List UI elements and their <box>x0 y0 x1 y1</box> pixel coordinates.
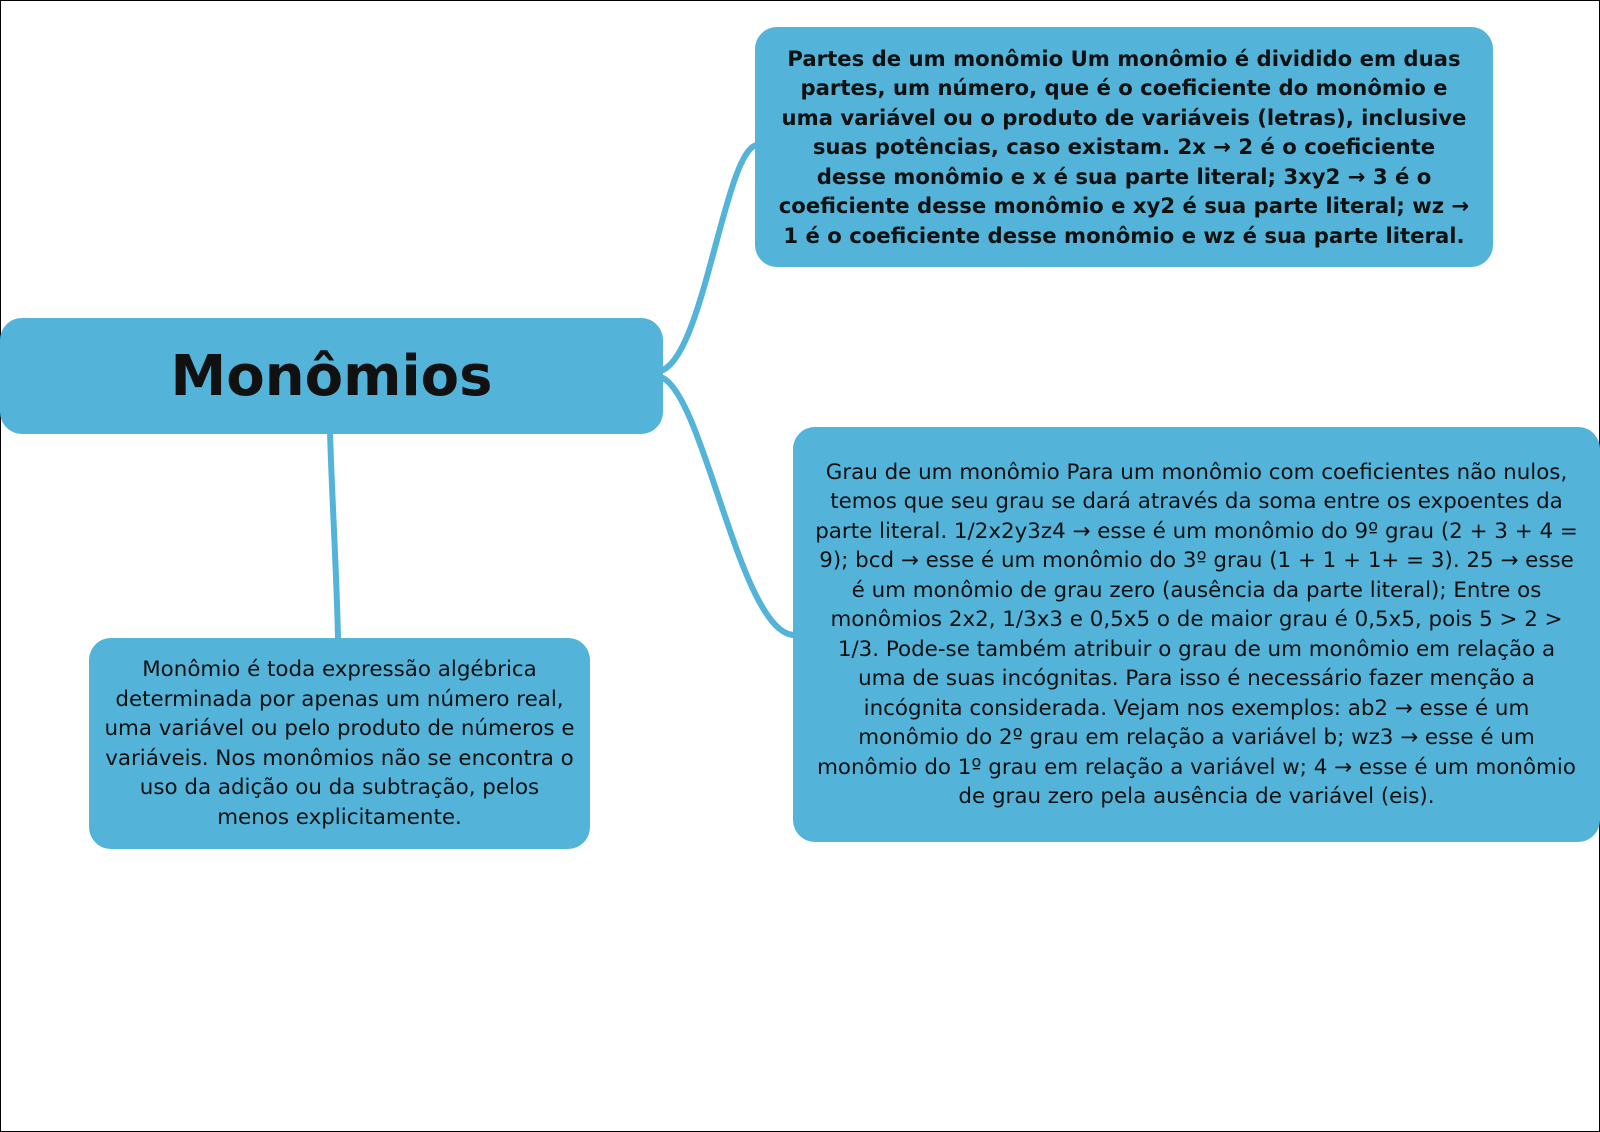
branch-node-partes[interactable] <box>755 27 1493 267</box>
connector-to-definicao <box>330 432 338 640</box>
branch-grau-text: Grau de um monômio Para um monômio com coeficientes não nulos, temos que seu grau se dará através da soma entre os expoentes da parte literal. 1/2x2y3z4 → esse é um monômio do 9º grau (2 + 3 + 4 = 9); bcd → esse é um monômio do 3º grau (1 + 1 + 1+ = 3). 25 → esse é um monômio de grau zero (ausência da parte literal); Entre os monômios 2x2, 1/3x3 e 0,5x5 o de maior grau é 0,5x5, pois 5 > 2 > 1/3. Pode-se também atribuir o grau de um monômio em relação a uma de suas incógnitas. Para isso é necessário fazer menção a incógnita considerada. Vejam nos exemplos: ab2 → esse é um monômio do 2º grau em relação a variável b; wz3 → esse é um monômio do 1º grau em relação a variável w; 4 → esse é um monômio de grau zero pela ausência de variável (eis). <box>815 459 1578 809</box>
branch-partes-text: Partes de um monômio Um monômio é dividido em duas partes, um número, que é o coeficiente do monômio e uma variável ou o produto de variáveis (letras), inclusive suas potências, caso existam. 2x → 2 é o coeficiente desse monômio e x é sua parte literal; 3xy2 → 3 é o coeficiente desse monômio e xy2 é sua parte literal; wz → 1 é o coeficiente desse monômio e wz é sua parte literal. <box>778 45 1470 248</box>
branch-definicao-text: Monômio é toda expressão algébrica determinada por apenas um número real, uma variável ou pelo produto de números e variáveis. Nos monômios não se encontra o uso da adição ou da subtração, pelos menos explicitamente. <box>104 657 575 830</box>
central-topic-label: Monômios <box>170 343 493 409</box>
connector-to-grau <box>663 378 793 635</box>
branch-node-grau[interactable] <box>793 427 1600 842</box>
central-topic-node[interactable] <box>0 318 663 434</box>
connector-to-partes <box>663 145 757 370</box>
branch-node-definicao[interactable] <box>89 638 590 849</box>
